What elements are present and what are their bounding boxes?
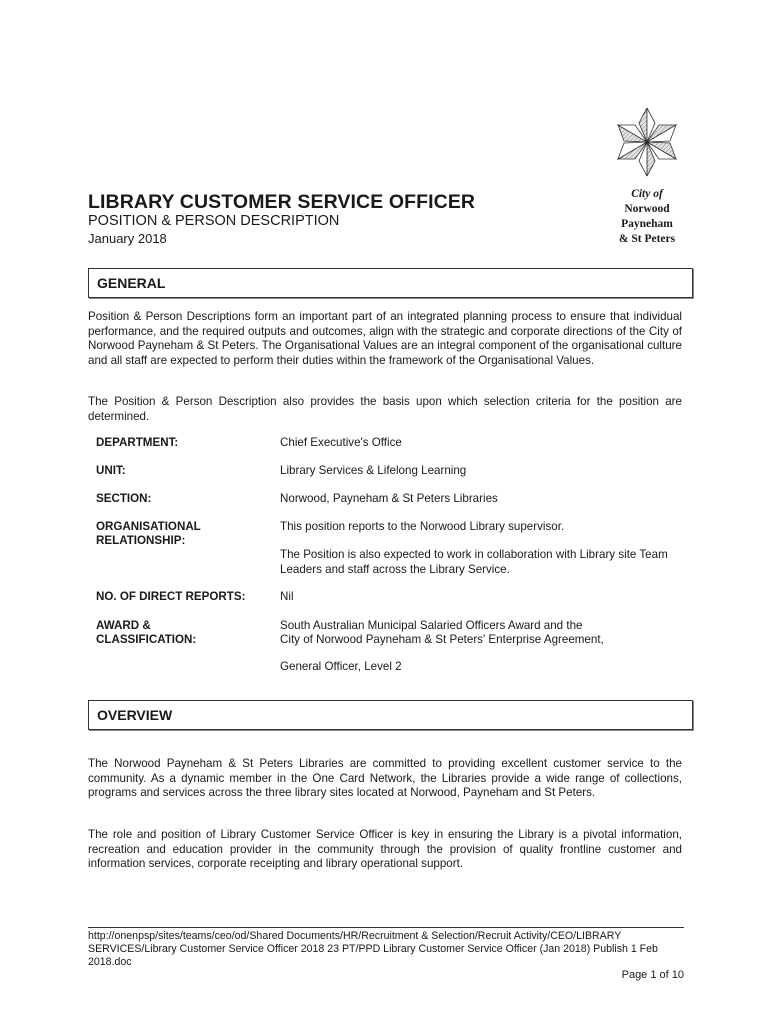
- overview-paragraph-1: The Norwood Payneham & St Peters Libraries are committed to providing excellent customer service to the community. As a dynamic member in the One Card Network, the Libraries provide a wide range of collections, programs and services across the three library sites located at Norwood, Payneham and St Peters.: [88, 757, 682, 800]
- logo-line-3: Payneham: [621, 218, 673, 230]
- general-section-header: [88, 268, 693, 298]
- footer-file-path: http://onenpsp/sites/teams/ceo/od/Shared Documents/HR/Recruitment & Selection/Recruit Activity/CEO/LIBRARY SERVICES/Library Customer Service Officer 2018 23 PT/PPD Library Customer Service Officer (Jan 2018) Publish 1 Feb 2018.doc: [88, 930, 658, 968]
- council-logo: [612, 106, 684, 246]
- unit-value: Library Services & Lifelong Learning: [280, 464, 467, 477]
- overview-paragraph-2: The role and position of Library Customer Service Officer is key in ensuring the Library is a pivotal information, recreation and education provider in the community through the provision of quality frontline customer and information services, corporate receipting and library operational support.: [88, 828, 682, 871]
- org-relationship-value-1: This position reports to the Norwood Library supervisor.: [280, 520, 565, 533]
- section-value: Norwood, Payneham & St Peters Libraries: [280, 492, 498, 505]
- footer-divider: [88, 927, 684, 928]
- overview-heading: OVERVIEW: [97, 707, 173, 723]
- direct-reports-label: NO. OF DIRECT REPORTS:: [96, 590, 246, 603]
- page-number: Page 1 of 10: [621, 969, 684, 981]
- org-relationship-label-1: ORGANISATIONAL: [96, 520, 201, 533]
- department-value: Chief Executive's Office: [280, 436, 402, 449]
- logo-line-4: & St Peters: [618, 233, 676, 245]
- award-label-2: CLASSIFICATION:: [96, 633, 197, 646]
- org-relationship-label-2: RELATIONSHIP:: [96, 534, 186, 547]
- general-heading: GENERAL: [97, 275, 166, 291]
- award-value-2: City of Norwood Payneham & St Peters' Enterprise Agreement,: [280, 633, 604, 646]
- logo-wordmark: [612, 187, 682, 247]
- document-subtitle: POSITION & PERSON DESCRIPTION: [88, 213, 340, 229]
- overview-section-header: [88, 700, 693, 730]
- star-logo-icon: [614, 106, 680, 178]
- department-label: DEPARTMENT:: [96, 436, 179, 449]
- general-paragraph-2: The Position & Person Description also provides the basis upon which selection criteria for the position are determined.: [88, 395, 682, 423]
- section-label: SECTION:: [96, 492, 152, 505]
- award-value-3: General Officer, Level 2: [280, 660, 402, 673]
- org-relationship-value-2: The Position is also expected to work in collaboration with Library site Team Leaders and staff across the Library Service.: [280, 548, 668, 576]
- direct-reports-value: Nil: [280, 590, 294, 603]
- document-title: LIBRARY CUSTOMER SERVICE OFFICER: [88, 191, 476, 213]
- general-paragraph-1: Position & Person Descriptions form an important part of an integrated planning process to ensure that individual performance, and the required outputs and outcomes, align with the strategic and corporate directions of the City of Norwood Payneham & St Peters. The Organisational Values are an integral component of the organisational culture and all staff are expected to perform their duties within the framework of the Organisational Values.: [88, 310, 682, 367]
- unit-label: UNIT:: [96, 464, 126, 477]
- logo-line-1: City of: [631, 188, 663, 200]
- award-value-1: South Australian Municipal Salaried Officers Award and the: [280, 619, 583, 632]
- award-label-1: AWARD &: [96, 619, 151, 632]
- document-date: January 2018: [88, 231, 167, 246]
- logo-line-2: Norwood: [624, 203, 670, 215]
